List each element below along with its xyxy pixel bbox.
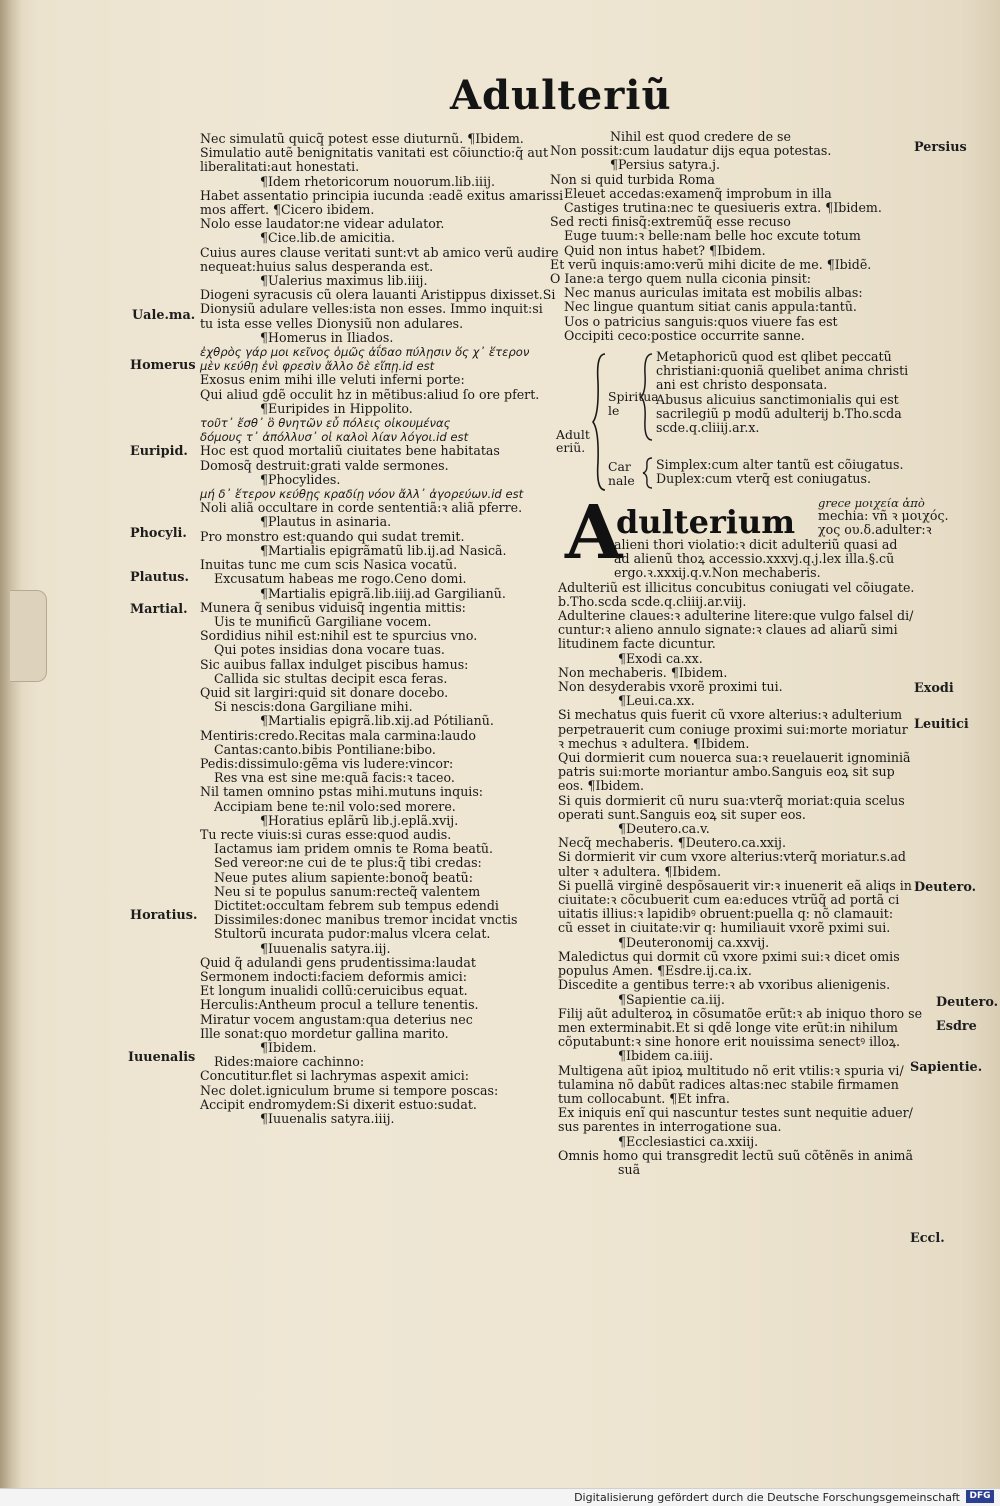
text-line: ¶Phocylides. — [260, 471, 341, 487]
page-tab-marker — [10, 590, 47, 682]
text-line: Nolo esse laudator:ne videar adulator. — [200, 216, 445, 232]
text-line: Eleuet accedas:examenq̃ improbum in illa — [564, 185, 832, 201]
text-line: Tu recte viuis:si curas esse:quod audis. — [200, 826, 452, 842]
text-line: Sic auibus fallax indulget piscibus hamus: — [200, 656, 469, 672]
text-line: Ille sonat:quo mordetur gallina marito. — [200, 1025, 449, 1041]
text-line: ciuitate:ꝛ cõcubuerit cum ea:educes vtrũq̃ ad portã ci — [558, 892, 900, 908]
text-line: Simulatio autẽ benignitatis vanitati est cõiunctio:q̃ aut — [200, 145, 549, 161]
text-line: Si quis dormierit cũ nuru sua:vterq̃ moriat:quia scelus — [558, 792, 905, 808]
text-line: Pro monstro est:quando qui sudat tremit. — [200, 528, 465, 544]
text-line: cuntur:ꝛ alieno annulo signate:ꝛ claues ad aliarũ simi — [558, 622, 898, 638]
text-line: sus parentes in interrogatione sua. — [558, 1119, 782, 1135]
text-line: Sermonem indocti:faciem deformis amici: — [200, 968, 467, 984]
text-line: Rides:maiore cachinno: — [214, 1054, 365, 1070]
text-line: Non si quid turbida Roma — [550, 171, 715, 187]
text-line: O Iane:a tergo quem nulla ciconia pinsit: — [550, 271, 812, 287]
text-line: Exosus enim mihi ille veluti inferni porte: — [200, 372, 465, 388]
margin-note-right: Exodi — [914, 681, 954, 696]
text-line: Dissimiles:donec manibus tremor incidat vnctis — [214, 912, 518, 928]
text-line: Quid sit largiri:quid sit donare docebo. — [200, 684, 449, 700]
text-line: ¶Ecclesiastici ca.xxiij. — [618, 1133, 759, 1149]
text-line: Excusatum habeas me rogo.Ceno domi. — [214, 571, 467, 587]
text-line: Uis te munificũ Gargiliane vocem. — [214, 613, 432, 629]
running-head: Adulteriũ — [450, 72, 672, 119]
text-line: Iactamus iam pridem omnis te Roma beatũ. — [214, 841, 494, 857]
text-line: Inuitas tunc me cum scis Nasica vocatũ. — [200, 557, 458, 573]
text-line: Maledictus qui dormit cũ vxore pximi sui:ꝛ dicet omis — [558, 948, 900, 964]
text-line: ꝛ mechus ꝛ adultera. ¶Ibidem. — [558, 735, 750, 751]
margin-note-right: Esdre — [936, 1019, 977, 1034]
text-line: Non mechaberis. ¶Ibidem. — [558, 664, 728, 680]
margin-note-right: Sapientie. — [910, 1060, 983, 1075]
text-line: Nil tamen omnino pstas mihi.mutuns inquis: — [200, 784, 484, 800]
margin-note-left: Euripid. — [130, 444, 188, 459]
text-line: Nihil est quod credere de se — [610, 129, 791, 144]
text-line: Necq̃ mechaberis. ¶Deutero.ca.xxij. — [558, 835, 786, 851]
text-line: Pedis:dissimulo:gẽma vis ludere:vincor: — [200, 755, 454, 771]
text-line: mos affert. ¶Cicero ibidem. — [200, 202, 375, 218]
text-line: ¶Deutero.ca.v. — [618, 821, 710, 837]
margin-note-left: Horatius. — [130, 908, 198, 923]
text-line: ἐχθρὸς γάρ μοι κεῖνος ὁμῶς ἀΐδαο πύλῃσιν ὅς χ᾽ ἕτερον — [200, 345, 530, 360]
text-line: χος ου.δ.adulter:ꝛ — [818, 522, 932, 538]
text-line: Nec simulatũ quicq̃ potest esse diuturnũ. ¶Ibidem. — [200, 131, 524, 146]
text-line: ¶Leui.ca.xx. — [618, 693, 695, 709]
text-line: ¶Ibidem ca.iiij. — [618, 1048, 714, 1064]
outer-brace-icon — [592, 352, 608, 492]
carnale-label: Car nale — [608, 459, 635, 488]
footer-credit: Digitalisierung gefördert durch die Deutsche Forschungsgemeinschaft — [574, 1491, 960, 1504]
text-line: Accipiam bene te:nil volo:sed morere. — [214, 798, 456, 814]
margin-note-left: Plautus. — [130, 570, 189, 585]
greek-note: grece μοιχεία ἀπὸ — [818, 496, 925, 510]
text-line: ¶Martialis epigrã.lib.iiij.ad Gargilianũ. — [260, 585, 506, 601]
text-line: Abusus alicuius sanctimonialis qui est — [656, 391, 899, 407]
text-line: Dionysiũ adulare velles:ista non esses. Immo inquit:si — [200, 301, 543, 317]
text-line: ani est christo desponsata. — [656, 377, 828, 393]
text-line: Qui aliud gdẽ occulit hz in mẽtibus:aliud ſo ore pfert. — [200, 386, 540, 402]
carnale-items — [656, 458, 904, 486]
spiritale-items — [656, 350, 908, 435]
text-line: ¶Persius satyra.j. — [610, 157, 721, 173]
margin-note-right: Persius — [914, 140, 967, 155]
text-line: uitatis illius:ꝛ lapidibꝰ obruent:puella q: nõ clamauit: — [558, 906, 894, 922]
text-line: Euge tuum:ꝛ belle:nam belle hoc excute totum — [564, 228, 861, 244]
margin-note-left: Martial. — [130, 602, 188, 617]
text-line: Occipiti ceco:postice occurrite sanne. — [564, 327, 805, 343]
text-line: Simplex:cum alter tantũ est cõiugatus. — [656, 457, 904, 472]
text-line: Duplex:cum vterq̃ est coniugatus. — [656, 471, 871, 487]
text-line: Adulteriũ est illicitus concubitus coniugati vel cõiugate. — [558, 579, 915, 595]
text-line: ¶Horatius eplãrũ lib.j.eplã.xvij. — [260, 812, 459, 828]
text-line: ¶Idem rhetoricorum nouorum.lib.iiij. — [260, 173, 496, 189]
text-line: nequeat:huius salus desperanda est. — [200, 258, 434, 274]
text-line: μὲν κεύθῃ ἐνὶ φρεσὶν ἄλλο δὲ εἴπῃ.id est — [200, 359, 435, 374]
right-column-top — [550, 130, 910, 343]
margin-note-left: Iuuenalis — [128, 1050, 196, 1065]
text-line: christiani:quoniã quelibet anima christi — [656, 363, 909, 379]
margin-note-left: Homerus — [130, 358, 196, 373]
text-line: scde.q.cliiij.ar.x. — [656, 420, 760, 436]
text-line: cõputabunt:ꝛ sine honore erit nouissima senectꝰ illoꝝ. — [558, 1034, 901, 1050]
dfg-logo: DFG — [966, 1490, 994, 1503]
text-line: Non possit:cum laudatur dijs equa potestas. — [550, 143, 832, 159]
text-line: ¶Exodi ca.xx. — [618, 650, 703, 666]
text-line: Ex iniquis enĩ qui nascuntur testes sunt nequitie aduer/ — [558, 1105, 913, 1121]
text-line: Non desyderabis vxorẽ proximi tui. — [558, 679, 783, 695]
text-line: Discedite a gentibus terre:ꝛ ab vxoribus alienigenis. — [558, 977, 891, 993]
text-line: Neu si te populus sanum:recteq̃ valentem — [214, 883, 481, 899]
text-line: perpetrauerit cum coniuge proximi sui:morte moriatur — [558, 721, 908, 737]
text-line: tu ista esse velles Dionysiũ non adulares. — [200, 315, 464, 331]
text-line: ¶Ibidem. — [260, 1040, 317, 1055]
text-line: Si dormierit vir cum vxore alterius:vterq̃ moriatur.s.ad — [558, 849, 906, 865]
division-label: Adulteriũ. — [556, 427, 590, 455]
text-line: b.Tho.scda scde.q.cliiij.ar.viij. — [558, 593, 747, 609]
text-line: eos. ¶Ibidem. — [558, 778, 645, 794]
text-line: alieni thori violatio:ꝛ dicit adulteriũ quasi ad — [614, 537, 898, 552]
text-line: ¶Sapientie ca.iij. — [618, 991, 725, 1007]
margin-note-right: Deutero. — [914, 880, 977, 895]
text-line: Cantas:canto.bibis Pontiliane:bibo. — [214, 741, 436, 757]
text-line: populus Amen. ¶Esdre.ij.ca.ix. — [558, 963, 752, 979]
text-line: Et longum inualidi collũ:ceruicibus equat. — [200, 983, 468, 999]
text-line: Quid non intus habet? ¶Ibidem. — [564, 242, 766, 258]
text-line: Herculis:Antheum procul a tellure tenentis. — [200, 997, 479, 1013]
text-line: Castiges trutina:nec te quesiueris extra. ¶Ibidem. — [564, 200, 882, 216]
text-line: Nec manus auriculas imitata est mobilis albas: — [564, 285, 863, 301]
text-line: operati sunt.Sanguis eoꝝ sit super eos. — [558, 806, 806, 822]
text-line: men exterminabit.Et si qdẽ longe vite erũt:in nihilum — [558, 1019, 898, 1035]
text-line: ¶Homerus in Iliados. — [260, 329, 394, 345]
text-line: Domosq̃ destruit:grati valde sermones. — [200, 457, 449, 473]
carnale-brace-icon — [642, 456, 654, 490]
text-line: Dictitet:occultam febrem sub tempus edendi — [214, 897, 499, 913]
text-line: Qui potes insidias dona vocare tuas. — [214, 642, 445, 658]
text-line: μή δ᾽ ἕτερον κεύθῃς κραδίῃ νόον ἄλλ᾽ ἀγορεύων.id est — [200, 487, 524, 502]
text-line: Stultorũ incurata pudor:malus vlcera celat. — [214, 926, 491, 942]
text-line: ¶Euripides in Hippolito. — [260, 400, 413, 416]
text-line: Miratur vocem angustam:qua deterius nec — [200, 1011, 473, 1027]
text-line: Concutitur.flet si lachrymas aspexit amici: — [200, 1068, 470, 1084]
text-line: ¶Martialis epigrãmatũ lib.ij.ad Nasicã. — [260, 542, 507, 558]
text-line: Filij aũt adulteroꝝ in cõsumatõe erũt:ꝛ ab iniquo thoro se — [558, 1005, 923, 1021]
text-line: litudinem facte dicuntur. — [558, 636, 716, 652]
text-line: Nec dolet.igniculum brume si tempore poscas: — [200, 1082, 499, 1098]
text-line: sacrilegiũ p modũ adulterij b.Tho.scda — [656, 405, 902, 421]
margin-note-right: Eccl. — [910, 1231, 945, 1246]
text-line: liberalitati:aut honestati. — [200, 159, 360, 175]
text-line: Qui dormierit cum nouerca sua:ꝛ reuelauerit ignominiã — [558, 750, 911, 766]
text-line: Munera q̃ senibus viduisq̃ ingentia mittis: — [200, 599, 466, 615]
text-line: ¶Plautus in asinaria. — [260, 514, 392, 530]
text-line: Uos o patricius sanguis:quos viuere fas est — [564, 313, 838, 329]
margin-note-left: Uale.ma. — [132, 308, 196, 323]
text-line: Mentiris:credo.Recitas mala carmina:laudo — [200, 727, 476, 743]
text-line: Si puellã virginẽ despõsauerit vir:ꝛ inuenerit eã aliqs in — [558, 877, 912, 893]
text-line: Sordidius nihil est:nihil est te spurcius vno. — [200, 628, 478, 644]
text-line: ¶Iuuenalis satyra.iiij. — [260, 1111, 395, 1127]
entry-lines-head — [818, 509, 958, 537]
text-line: Diogeni syracusis cũ olera lauanti Aristippus dixisset.Si — [200, 287, 556, 303]
text-line: mechia: vñ ꝛ μοιχός. — [818, 508, 949, 523]
text-line: Accipit endromydem:Si dixerit estuo:sudat. — [200, 1096, 477, 1112]
text-line: tum collocabunt. ¶Et infra. — [558, 1090, 730, 1106]
text-line: τοῦτ᾽ ἔσθ᾽ ὃ θνητῶν εὖ πόλεις οἰκουμένας — [200, 416, 451, 431]
spiritale-label: Spiritua le — [608, 389, 659, 418]
text-line: Omnis homo qui transgredit lectũ suũ cõtẽnẽs in animã — [558, 1147, 913, 1163]
text-line: Si mechatus quis fuerit cũ vxore alterius:ꝛ adulterium — [558, 707, 903, 723]
text-line: Neue putes alium sapiente:bonoq̃ beatũ: — [214, 869, 474, 885]
text-line: patris sui:morte moriantur ambo.Sanguis eoꝝ sit sup — [558, 764, 895, 780]
left-column — [200, 131, 564, 1127]
margin-note-left: Phocyli. — [130, 526, 187, 541]
drop-cap: A — [565, 490, 623, 576]
text-line: ¶Martialis epigrã.lib.xij.ad Pótilianũ. — [260, 713, 494, 729]
margin-note-right: Deutero. — [936, 995, 999, 1010]
text-line: Nec lingue quantum sitiat canis appula:tantũ. — [564, 299, 857, 315]
text-line: Hoc est quod mortaliũ ciuitates bene habitatas — [200, 443, 500, 459]
text-line: Sed recti finisq̃:extremũq̃ esse recuso — [550, 214, 791, 230]
text-line: suã — [618, 1161, 641, 1177]
division-block — [556, 346, 946, 496]
margin-note-right: Leuitici — [914, 717, 969, 732]
headword: dulterium — [616, 503, 796, 541]
text-line: Metaphoricũ quod est qlibet peccatũ — [656, 349, 892, 364]
text-line: cũ esset in ciuitate:vir q: humiliauit vxorẽ pximi sui. — [558, 920, 891, 936]
text-line: Adulterine claues:ꝛ adulterine litere:que vulgo falsel di/ — [558, 608, 914, 624]
text-line: ulter ꝛ adultera. ¶Ibidem. — [558, 863, 721, 879]
text-line: Multigena aũt ipioꝝ multitudo nõ erit vtilis:ꝛ spuria vi/ — [558, 1062, 904, 1078]
text-line: ¶Ualerius maximus lib.iiij. — [260, 273, 428, 289]
spiritale-brace-icon — [640, 352, 654, 442]
text-line: Sed vereor:ne cui de te plus:q̃ tibi credas: — [214, 855, 482, 871]
text-line: Cuius aures clause veritati sunt:vt ab amico verũ audire — [200, 244, 559, 260]
text-line: tulamina nõ dabũt radices altas:nec stabile firmamen — [558, 1076, 899, 1092]
text-line: ¶Cice.lib.de amicitia. — [260, 230, 395, 246]
text-line: ¶Deuteronomij ca.xxvij. — [618, 934, 770, 950]
text-line: Res vna est sine me:quã facis:ꝛ taceo. — [214, 770, 455, 786]
text-line: Noli aliã occultare in corde sententiã:ꝛ aliã pferre. — [200, 500, 523, 516]
text-line: Si nescis:dona Gargiliane mihi. — [214, 699, 413, 715]
text-line: Et verũ inquis:amo:verũ mihi dicite de me. ¶Ibidẽ. — [550, 256, 872, 272]
text-line: δόμους τ᾽ ἀπόλλυσ᾽ οἱ καλοὶ λίαν λόγοι.id est — [200, 430, 469, 445]
text-line: Habet assentatio principia iucunda :eadẽ exitus amarissi — [200, 187, 564, 203]
text-line: ¶Iuuenalis satyra.iij. — [260, 940, 391, 956]
entry-body — [558, 538, 994, 1177]
text-line: Callida sic stultas decipit esca feras. — [214, 670, 448, 686]
text-line: ergo.ꝛ.xxxij.q.v.Non mechaberis. — [614, 565, 821, 581]
text-line: Quid q̃ adulandi gens prudentissima:laudat — [200, 954, 476, 970]
text-line: ad alienũ thoꝝ accessio.xxxvj.q.j.lex illa.§.cũ — [614, 551, 895, 567]
